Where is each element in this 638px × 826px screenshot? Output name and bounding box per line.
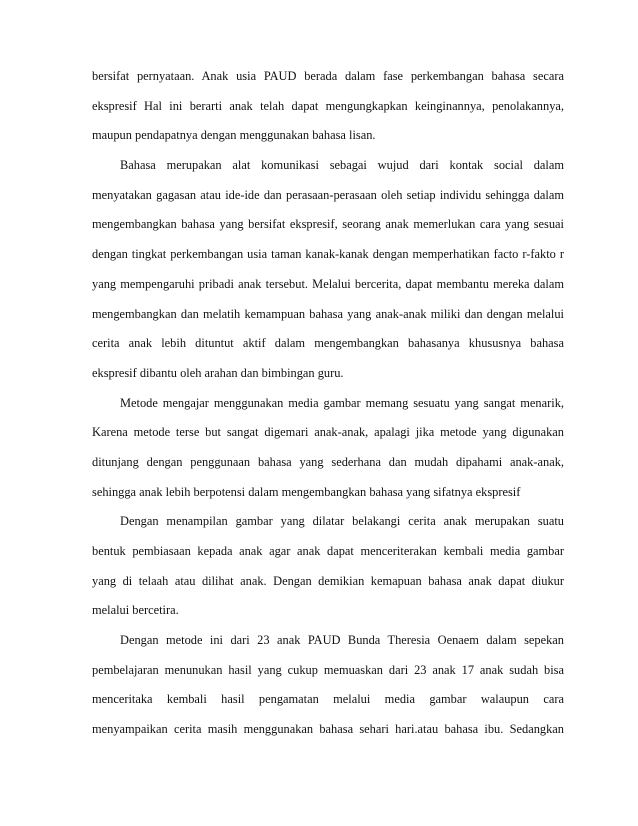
text-line: Dengan metode ini dari 23 anak PAUD Bunda Theresia Oenaem dalam sepekan (120, 633, 564, 648)
text-line: Karena metode terse but sangat digemari anak-anak, apalagi jika metode yang digunakan (92, 425, 564, 440)
text-line: menyampaikan cerita masih menggunakan bahasa sehari hari.atau bahasa ibu. Sedangkan (92, 722, 564, 737)
text-line: menyatakan gagasan atau ide-ide dan perasaan-perasaan oleh setiap individu sehingga dalam (92, 187, 564, 202)
text-line: yang mempengaruhi pribadi anak tersebut. Melalui bercerita, dapat membantu mereka dalam (92, 276, 564, 291)
text-line: bersifat pernyataan. Anak usia PAUD berada dalam fase perkembangan bahasa secara (92, 69, 564, 83)
text-line: pembelajaran menunukan hasil yang cukup memuaskan dari 23 anak 17 anak sudah bisa (92, 662, 564, 677)
body-text (92, 62, 564, 745)
text-line: maupun pendapatnya dengan menggunakan bahasa lisan. (92, 128, 376, 143)
text-line: yang di telaah atau dilihat anak. Dengan demikian kemapuan bahasa anak dapat diukur (92, 573, 564, 588)
text-line: dengan tingkat perkembangan usia taman kanak-kanak dengan memperhatikan facto r-fakto r (92, 247, 564, 262)
text-line: melalui bercetira. (92, 603, 179, 618)
text-line: Dengan menampilan gambar yang dilatar belakangi cerita anak merupakan suatu (120, 514, 564, 529)
text-line: mengembangkan bahasa yang bersifat ekspresif, seorang anak memerlukan cara yang sesuai (92, 217, 564, 232)
text-line: bentuk pembiasaan kepada anak agar anak dapat menceriterakan kembali media gambar (92, 544, 564, 558)
text-line: Bahasa merupakan alat komunikasi sebagai wujud dari kontak social dalam (120, 158, 564, 173)
text-line: ditunjang dengan penggunaan bahasa yang sederhana dan mudah dipahami anak-anak, (92, 454, 564, 469)
text-line: cerita anak lebih dituntut aktif dalam mengembangkan bahasanya khususnya bahasa (92, 336, 564, 351)
text-line: Metode mengajar menggunakan media gambar memang sesuatu yang sangat menarik, (120, 395, 564, 410)
text-line: sehingga anak lebih berpotensi dalam mengembangkan bahasa yang sifatnya ekspresif (92, 484, 521, 499)
text-line: ekspresif Hal ini berarti anak telah dapat mengungkapkan keinginannya, penolakannya, (92, 98, 564, 113)
text-line: mengembangkan dan melatih kemampuan bahasa yang anak-anak miliki dan dengan melalui (92, 306, 564, 321)
text-line: menceritaka kembali hasil pengamatan melalui media gambar walaupun cara (92, 692, 564, 707)
text-line: ekspresif dibantu oleh arahan dan bimbingan guru. (92, 365, 344, 380)
